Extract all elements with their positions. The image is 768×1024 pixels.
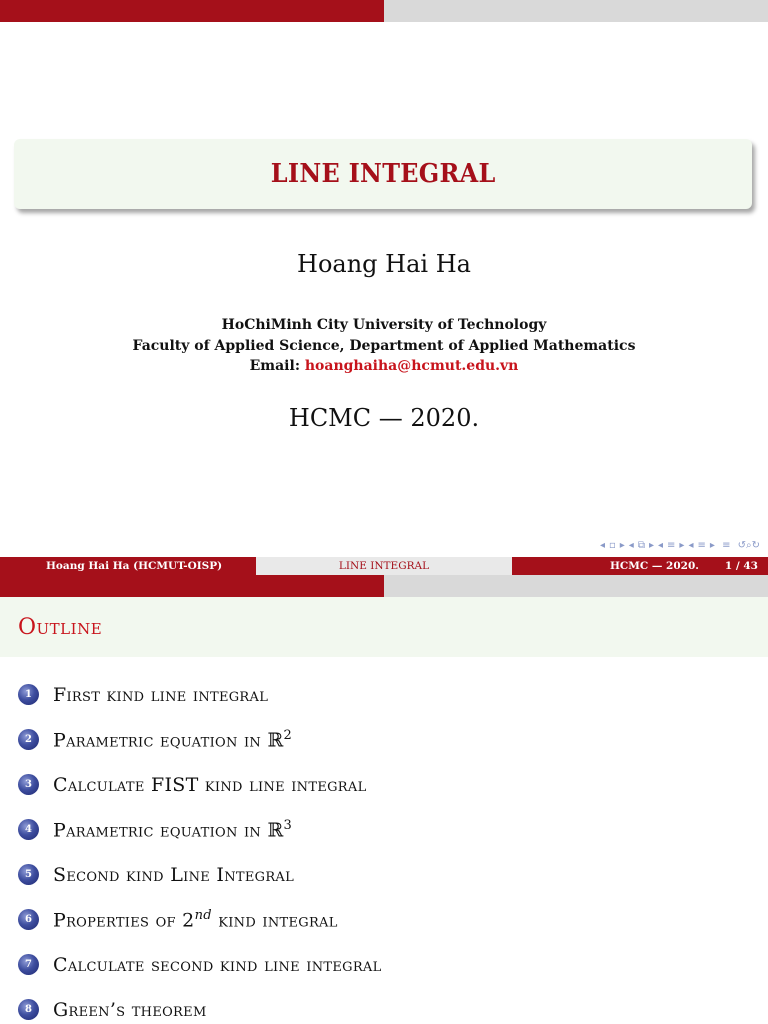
superscript: 3 [283,817,293,833]
institution-line-2: Faculty of Applied Science, Department of Applied Mathematics [132,337,636,354]
nav-prev-section-icon[interactable]: ◂ [657,539,664,551]
outline-item[interactable] [18,852,758,897]
nav-next-section-icon[interactable]: ▸ [679,539,685,551]
superscript: nd [194,907,212,923]
nav-next-section-icon-2[interactable]: ▸ [709,539,715,551]
navigation-symbols [598,537,762,553]
outline-item-text: Green’s theorem [53,998,207,1021]
header-bar-red [0,0,384,22]
footer-author: Hoang Hai Ha (HCMUT-OISP) [0,557,256,575]
superscript: 2 [283,727,293,743]
author-name: Hoang Hai Ha [297,250,471,278]
title-box [14,139,752,209]
nav-next-subsection-icon[interactable]: ▸ [648,539,654,551]
presentation-title: LINE INTEGRAL [270,159,496,189]
header-bar-grey [384,0,768,22]
email-label: Email: [249,358,300,374]
outline-item[interactable] [18,672,758,717]
outline-item-text: Calculate second kind line integral [53,953,382,976]
outline-item-text: First kind line integral [53,683,269,706]
email-link[interactable]: hoanghaiha@hcmut.edu.vn [304,358,519,374]
numbered-ball-icon: 7 [18,954,39,975]
institution-block [0,315,768,377]
presentation-date: HCMC — 2020. [288,404,480,432]
header-bar [0,0,768,22]
nav-frame-icon[interactable]: ▫ [608,539,616,551]
numbered-ball-icon: 1 [18,684,39,705]
outline-item[interactable] [18,717,758,762]
footer-bar [0,557,768,575]
numbered-ball-icon: 8 [18,999,39,1020]
nav-next-frame-icon[interactable]: ▸ [619,539,625,551]
footer-title: LINE INTEGRAL [256,557,512,575]
outline-item-text: Parametric equation in ℝ$^2$ [53,727,293,752]
numbered-ball-icon: 5 [18,864,39,885]
institution-line-1: HoChiMinh City University of Technology [221,317,547,333]
frame-title: Outline [18,614,103,640]
nav-subsection-icon[interactable]: ⧉ [637,539,645,551]
numbered-ball-icon: 6 [18,909,39,930]
nav-section-icon[interactable]: ≡ [667,539,676,551]
header-bar-2 [0,575,768,597]
email-line [0,356,768,377]
outline-item[interactable] [18,807,758,852]
outline-item-text: Parametric equation in ℝ$^3$ [53,817,293,842]
numbered-ball-icon: 3 [18,774,39,795]
numbered-ball-icon: 4 [18,819,39,840]
footer-page-number: 1 / 43 [724,560,758,572]
nav-prev-section-icon-2[interactable]: ◂ [688,539,694,551]
nav-align-icon[interactable]: ≡ [718,539,731,551]
outline-item[interactable] [18,942,758,987]
outline-item-text: Properties of 2nd kind integral [53,907,338,932]
outline-list [18,672,758,1024]
nav-prev-frame-icon[interactable]: ◂ [599,539,605,551]
header-bar-2-grey [384,575,768,597]
nav-prev-subsection-icon[interactable]: ◂ [628,539,634,551]
outline-item[interactable] [18,897,758,942]
nav-section-icon-2[interactable]: ≡ [697,539,706,551]
numbered-ball-icon: 2 [18,729,39,750]
footer-right [512,557,768,575]
nav-search-icon[interactable]: ↺⌕↻ [734,539,760,551]
outline-item[interactable] [18,762,758,807]
outline-item-text: Calculate FIST kind line integral [53,773,367,796]
header-bar-2-red [0,575,384,597]
footer-date: HCMC — 2020. [609,560,699,572]
frame-title-bar [0,597,768,657]
outline-item[interactable] [18,987,758,1024]
outline-item-text: Second kind Line Integral [53,863,295,886]
